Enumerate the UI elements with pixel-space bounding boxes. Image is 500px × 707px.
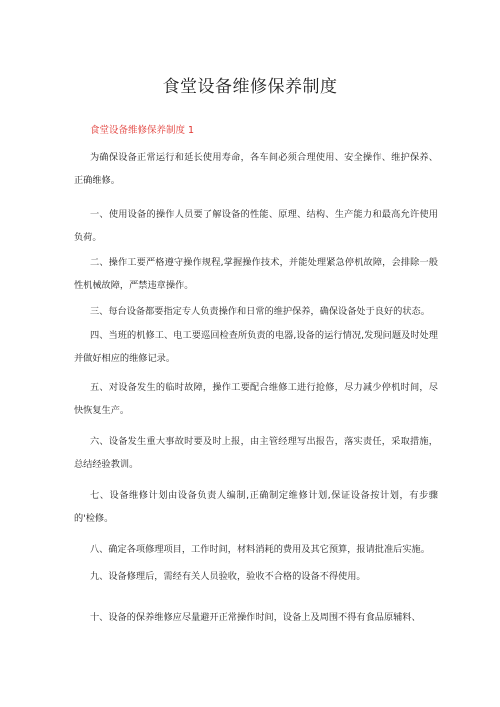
paragraph-item-2: 二、操作工要严格遵守操作规程,掌握操作技术，并能处理紧急停机故障，会排除一般性机械故障，严禁违章操作。 [74,257,438,291]
paragraph-item-4: 四、当班的机修工、电工要巡回检查所负责的电器,设备的运行情况,发现问题及时处理并做好相应的维修记录。 [74,330,438,364]
paragraph-item-5: 五、对设备发生的临时故障，操作工要配合维修工进行抢修，尽力减少停机时间，尽快恢复生产。 [74,382,438,416]
paragraph-item-10: 十、设备的保养维修应尽量避开正常操作时间，设备上及周围不得有食品原辅料、 [90,612,421,623]
paragraph-item-6: 六、设备发生重大事故时要及时上报，由主管经理写出报告，落实责任，采取措施，总结经验教训。 [74,436,438,470]
document-title: 食堂设备维修保养制度 [162,77,338,97]
paragraph-intro: 为确保设备正常运行和延长使用寿命，各车间必须合理使用、安全操作、维护保养、正确维修。 [74,152,438,186]
paragraph-item-8: 八、确定各项修理项目，工作时间，材料消耗的费用及其它预算，报请批准后实施。 [90,544,430,555]
paragraph-item-3: 三、每台设备都要指定专人负责操作和日常的维护保养，确保设备处于良好的状态。 [90,306,430,317]
paragraph-item-1: 一、使用设备的操作人员要了解设备的性能、原理、结构、生产能力和最高允许使用负荷。 [74,209,438,243]
paragraph-item-7: 七、设备维修计划由设备负责人编制,正确制定维修计划,保证设备按计划，有步骤的'检修。 [74,490,438,524]
section-subtitle: 食堂设备维修保养制度 1 [90,125,195,136]
paragraph-item-9: 九、设备修理后，需经有关人员验收，验收不合格的设备不得使用。 [90,571,366,582]
